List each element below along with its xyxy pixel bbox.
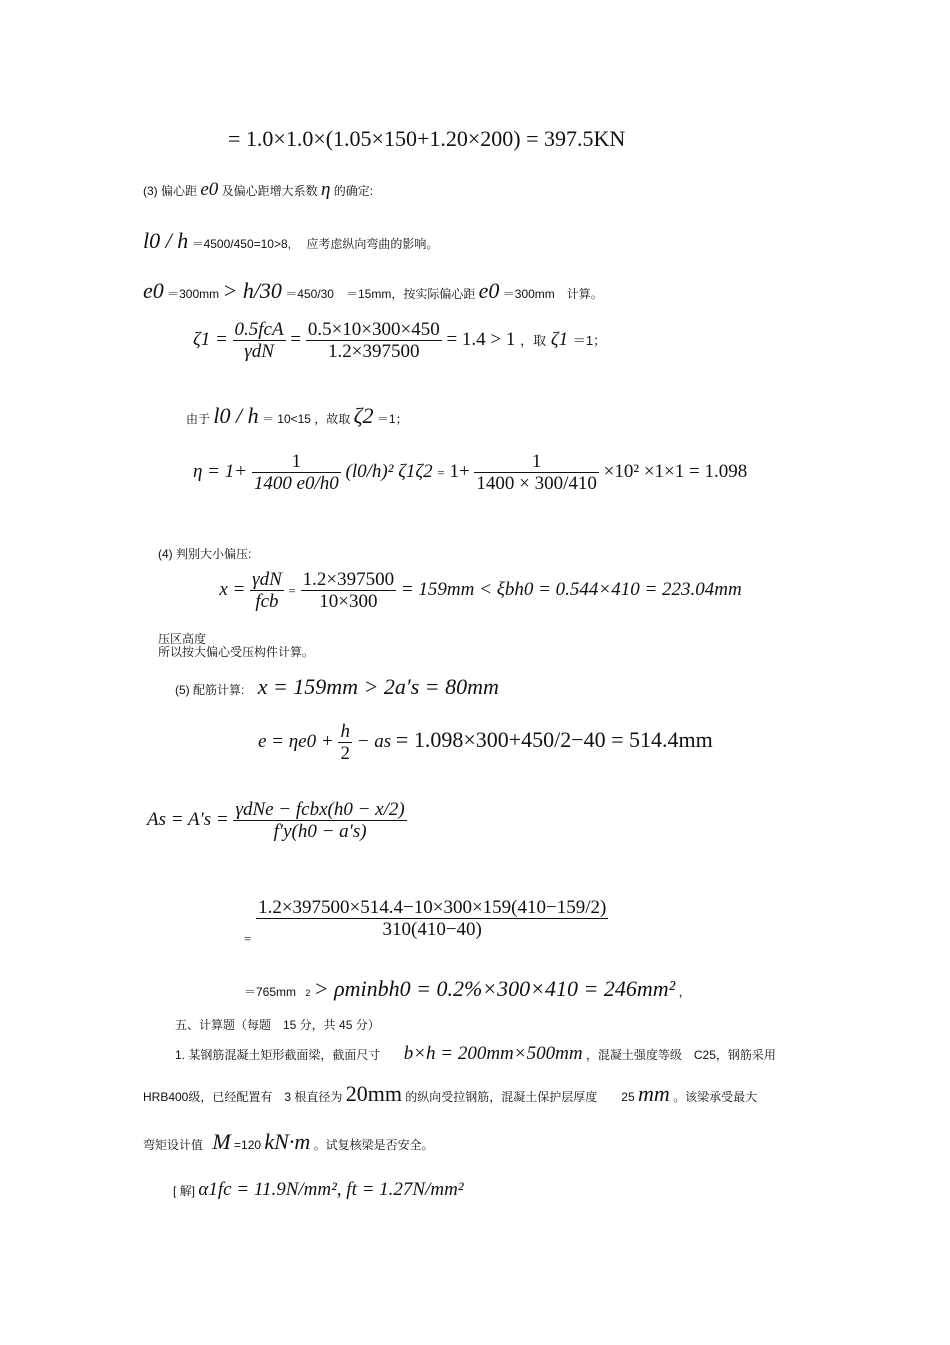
- solution-label: [ 解]: [173, 1184, 196, 1198]
- step-4-heading: (4) 判别大小偏压:: [158, 547, 252, 561]
- section-5-heading: 五、计算题（每题 15 分，共 45 分）: [175, 1018, 380, 1032]
- load-result-equation: = 1.0×1.0×(1.05×150+1.20×200) = 397.5KN: [228, 126, 626, 151]
- moment-value: =120: [234, 1138, 262, 1152]
- problem-1-text: 的纵向受拉钢筋，混凝土保护层厚度 25: [405, 1090, 635, 1104]
- fraction-numerator: 1: [531, 451, 542, 472]
- x-result: = 159mm < ξbh0 = 0.544×410 = 223.04mm: [400, 578, 742, 600]
- fraction-denominator: 10×300: [319, 591, 378, 612]
- zeta1-result: = 1.4 > 1: [446, 328, 516, 350]
- fraction-numerator: 1.2×397500×514.4−10×300×159(410−159/2): [258, 897, 607, 918]
- fraction-denominator: 1400 × 300/410: [476, 473, 597, 494]
- step-3-prefix: (3) 偏心距: [143, 184, 198, 198]
- problem-1-text: 。试复核梁是否安全。: [313, 1138, 434, 1152]
- fraction-numerator: γdNe − fcbx(h0 − x/2): [235, 799, 405, 820]
- as-result-line: [244, 978, 691, 1000]
- as-equation: [147, 800, 407, 841]
- e0-symbol: e0: [200, 179, 219, 200]
- eta-symbol: η: [321, 179, 331, 200]
- e0-symbol: e0: [478, 278, 500, 303]
- eta-mid: (l0/h)² ζ1ζ2: [345, 460, 433, 482]
- problem-1-line-1: [175, 1044, 776, 1063]
- eta-equals: =: [437, 464, 445, 480]
- zeta1-value: ＝1；: [572, 332, 607, 348]
- zeta1-take: ，取: [520, 332, 547, 348]
- zeta1-lhs: ζ1 =: [193, 328, 228, 350]
- step-5-label: (5) 配筋计算:: [175, 683, 245, 697]
- x-lhs: x =: [219, 578, 246, 600]
- problem-1-text: 弯矩设计值: [143, 1138, 204, 1152]
- problem-1-line-3: [143, 1131, 434, 1153]
- fraction-denominator: γdN: [244, 341, 274, 362]
- fraction-numerator: 0.5fcA: [234, 319, 284, 340]
- step-3-mid: 及偏心距增大系数: [221, 184, 318, 198]
- zeta2-mid: ＝ 10<15 ，故取: [261, 412, 351, 426]
- fraction-denominator: fcb: [255, 591, 279, 612]
- moment-symbol: M: [212, 1129, 231, 1154]
- zeta1-symbol: ζ1: [550, 328, 569, 350]
- e-equation: [258, 722, 713, 763]
- zeta1-equation: ζ1 = $\frac{\text{0.5fcA}}{\text{γdN}}$ = $\frac{0.5\times 10\times 300\times 450}{1.2\times 397500}$ = 1.4 > 1 ，取 ζ1 ＝1；: [193, 319, 607, 362]
- large-eccentric-conclusion: 所以按大偏心受压构件计算。: [158, 645, 315, 659]
- as-fraction-numeric: [256, 898, 608, 939]
- fraction-denominator: f′y(h0 − a′s): [273, 821, 367, 842]
- slenderness-expr: l0 / h: [143, 228, 189, 253]
- x-check-expr: x = 159mm > 2a′s = 80mm: [257, 674, 499, 699]
- zeta2-symbol: ζ2: [353, 403, 374, 428]
- fraction-denominator: 1.2×397500: [328, 341, 420, 362]
- e0-value: ＝300mm: [167, 287, 220, 301]
- x-equals: =: [288, 582, 296, 598]
- zeta2-value: ＝1；: [376, 412, 408, 426]
- fraction-numerator: 1.2×397500: [302, 569, 395, 590]
- fraction-numerator: 1: [291, 451, 302, 472]
- compression-zone-line: [158, 569, 742, 646]
- as-unit-power: 2: [305, 988, 311, 998]
- problem-1-text: ，混凝土强度等级 C25，钢筋采用: [585, 1048, 776, 1062]
- fraction-numerator: γdN: [252, 569, 282, 590]
- slenderness-text: ＝4500/450=10>8, 应考虑纵向弯曲的影响。: [191, 237, 439, 251]
- section-size-expr: b×h = 200mm×500mm: [403, 1043, 583, 1064]
- fraction-numerator: h: [340, 721, 350, 742]
- e0-symbol: e0: [143, 278, 164, 303]
- zeta1-fraction-numeric: [306, 320, 442, 361]
- moment-unit: kN·m: [264, 1129, 311, 1154]
- step-3-suffix: 的确定:: [333, 184, 374, 198]
- eta-fraction-symbolic: [252, 452, 341, 493]
- problem-1-text: 1. 某钢筋混凝土矩形截面梁，截面尺寸: [175, 1048, 381, 1062]
- as-fraction-symbolic: [233, 800, 406, 841]
- cover-unit: mm: [638, 1081, 670, 1106]
- e-result: = 1.098×300+450/2−40 = 514.4mm: [395, 726, 713, 752]
- fraction-denominator: 1400 e0/h0: [253, 473, 339, 494]
- slenderness-expr: l0 / h: [213, 403, 259, 428]
- problem-1-text: HRB400级，已经配置有 3 根直径为: [143, 1090, 343, 1104]
- e-as-term: − as: [356, 730, 392, 752]
- eccentricity-calc: ＝300mm 计算。: [502, 287, 603, 301]
- bar-diameter: 20mm: [345, 1081, 402, 1106]
- eta-lhs: η = 1+: [193, 460, 248, 482]
- x-fraction-numeric: [301, 570, 396, 611]
- eta-equation: [193, 452, 747, 493]
- as-value: ＝765mm: [244, 985, 297, 999]
- eta-fraction-numeric: [474, 452, 599, 493]
- as-result-end: ，: [678, 985, 691, 999]
- eta-rhs-start: 1+: [449, 460, 470, 482]
- h-half-fraction: [338, 722, 352, 763]
- material-strengths: α1fc = 11.9N/mm², ft = 1.27N/mm²: [198, 1179, 464, 1200]
- zeta2-line: [186, 405, 408, 427]
- fraction-denominator: 310(410−40): [382, 919, 482, 940]
- e-lhs: e = ηe0 +: [258, 730, 334, 752]
- problem-1-text: 。该梁承受最大: [673, 1090, 758, 1104]
- slenderness-line: [143, 230, 438, 252]
- solution-line: [173, 1180, 464, 1199]
- step-5-line: [175, 676, 499, 698]
- as-equals: =: [244, 930, 252, 946]
- eccentricity-text: ＝450/30 ＝15mm，按实际偏心距: [285, 287, 476, 301]
- zeta1-fraction-symbolic: [233, 320, 286, 361]
- x-fraction-symbolic: [250, 570, 284, 611]
- step-3-heading: [143, 180, 373, 199]
- fraction-denominator: 2: [340, 743, 350, 764]
- fraction-numerator: 0.5×10×300×450: [307, 319, 440, 340]
- eccentricity-line: [143, 280, 603, 302]
- as-numeric-equation: [244, 897, 608, 946]
- as-lhs: As = A′s =: [147, 808, 229, 830]
- zeta2-prefix: 由于: [186, 412, 211, 426]
- eta-result: ×10² ×1×1 = 1.098: [603, 460, 748, 482]
- problem-1-line-2: [143, 1083, 757, 1105]
- min-ratio-check: > ρminbh0 = 0.2%×300×410 = 246mm²: [313, 976, 676, 1001]
- h30-expr: > h/30: [222, 278, 282, 303]
- compression-zone-label: 压区高度: [158, 631, 207, 646]
